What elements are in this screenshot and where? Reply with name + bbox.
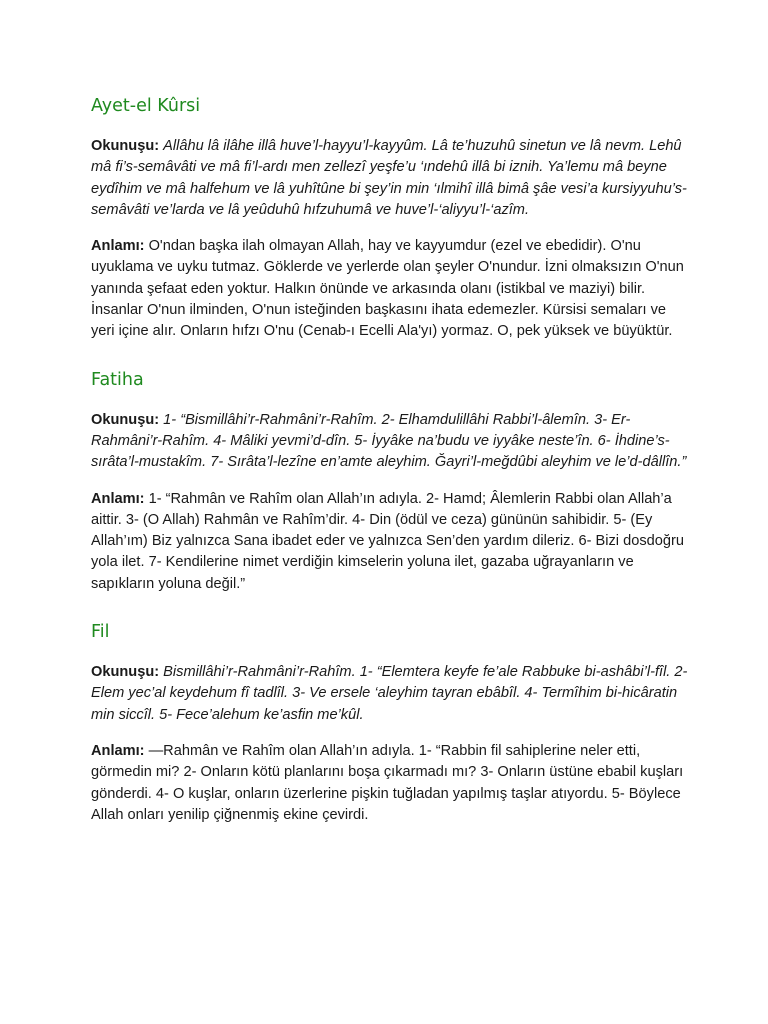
meaning-label: Anlamı: — [91, 742, 145, 759]
fil-meaning — [91, 741, 691, 826]
reading-text: Allâhu lâ ilâhe illâ huve’l-hayyu’l-kayyûm. Lâ te’huzuhû sinetun ve lâ nevm. Lehû mâ fi’s-semâvâti ve mâ fi’l-ardı men zellezî yeşfe’u ‘ındehû illâ bi iznih. Ya’lemu mâ beyne eydîhim ve mâ halfehum ve lâ yuhîtûne bi şey’in min ‘ılmihî illâ bimâ şâe vesi’a kursiyyuhu’s-semâvâti ve’larda ve lâ yeûduhû hıfzuhumâ ve huve’l-‘aliyyu’l-‘azîm. — [91, 138, 687, 218]
meaning-label: Anlamı: — [91, 490, 145, 507]
reading-text: 1- “Bismillâhi’r-Rahmâni’r-Rahîm. 2- Elhamdulillâhi Rabbi’l-âlemîn. 3- Er-Rahmâni’r-Rahîm. 4- Mâliki yevmi’d-dîn. 5- İyyâke na’budu ve iyyâke neste’în. 6- İhdine’s-sırâta’l-mustakîm. 7- Sırâta’l-lezîne en’amte aleyhim. Ğayri’l-meğdûbi aleyhim ve le’d-dâllîn.” — [91, 411, 687, 471]
section-title-fatiha: Fatiha — [91, 369, 144, 390]
reading-text: Bismillâhi’r-Rahmâni’r-Rahîm. 1- “Elemtera keyfe fe’ale Rabbuke bi-ashâbi’l-fîl. 2- Elem yec’al keydehum fî tadlîl. 3- Ve ersele ‘aleyhim tayran ebâbîl. 4- Termîhim bi-hicâratin min siccîl. 5- Fece’alehum ke’asfin me’kûl. — [91, 664, 688, 723]
reading-label: Okunuşu: — [91, 411, 160, 428]
fatiha-meaning — [91, 489, 691, 595]
section-title-ayet-el-kursi: Ayet-el Kûrsi — [91, 96, 201, 116]
meaning-text: 1- “Rahmân ve Rahîm olan Allah’ın adıyla. 2- Hamd; Âlemlerin Rabbi olan Allah’a aittir. 3- (O Allah) Rahmân ve Rahîm’dir. 4- Din (ödül ve ceza) gününün sahibidir. 5- (Ey Allah’ım) Biz yalnızca Sana ibadet eder ve yalnızca Sen’den yardım dileriz. 6- Bizi dosdoğru yola ilet. 7- Kendilerine nimet verdiğin kimselerin yoluna ilet, gazaba uğrayanların ve sapıkların yoluna değil.” — [91, 490, 684, 592]
meaning-label: Anlamı: — [91, 238, 145, 255]
meaning-text: O'ndan başka ilah olmayan Allah, hay ve kayyumdur (ezel ve ebedidir). O'nu uyuklama ve uyku tutmaz. Göklerde ve yerlerde olan şeyler O'nundur. İzni olmaksızın O'nun yanında şefaat eden yoktur. Halkın önünde ve arkasında olanı (istikbal ve maziyi) bilir. İnsanlar O'nun ilminden, O'nun isteğinden başkasını ihata edemezler. Kürsisi semaları ve yeri içine alır. Onların hıfzı O'nu (Cenab-ı Ecelli Ala'yı) yormaz. O, pek yüksek ve büyüktür. — [91, 238, 684, 340]
fatiha-reading — [91, 410, 691, 474]
document-page — [91, 92, 691, 826]
reading-label: Okunuşu: — [91, 138, 160, 154]
section-title-fil: Fil — [91, 622, 110, 643]
meaning-text: —Rahmân ve Rahîm olan Allah’ın adıyla. 1- “Rabbin fil sahiplerine neler etti, görmedin mi? 2- Onların kötü planlarını boşa çıkarmadı mı? 3- Onların üstüne ebabil kuşları gönderdi. 4- O kuşlar, onların üzerlerine pişkin tuğladan yapılmış taşlar atıyordu. 5- Böylece Allah onları yenilip çiğnenmiş ekine çevirdi. — [91, 742, 684, 823]
ayet-el-kursi-reading — [91, 136, 691, 221]
fil-reading — [91, 662, 691, 726]
ayet-el-kursi-meaning — [91, 236, 691, 342]
reading-label: Okunuşu: — [91, 664, 160, 681]
